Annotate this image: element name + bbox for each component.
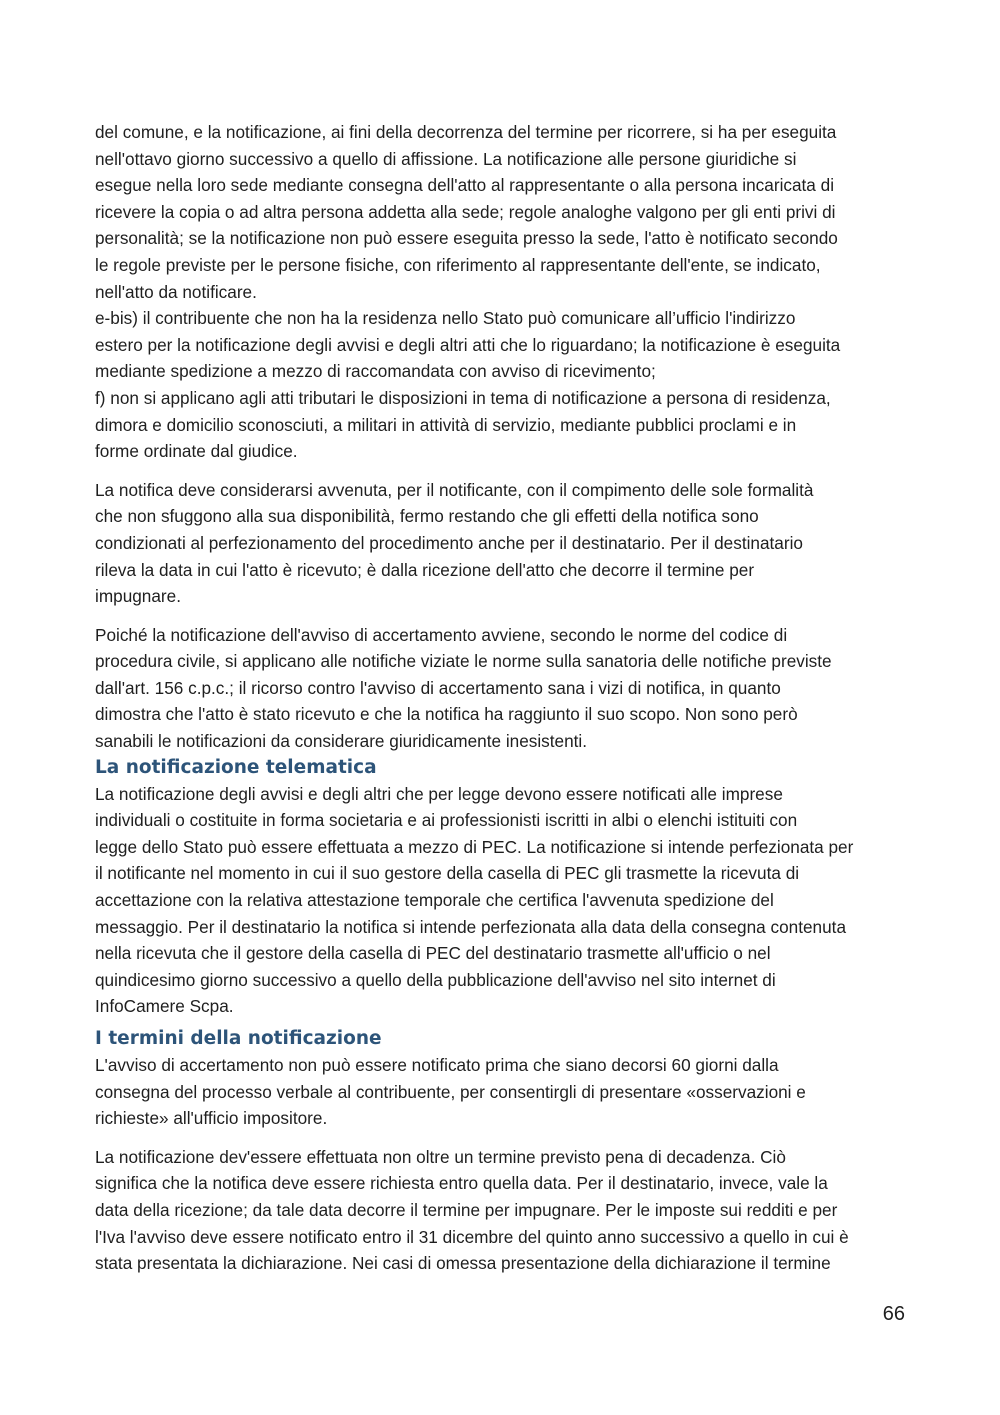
paragraph-telematic-notification bbox=[95, 781, 907, 1020]
text-line: f) non si applicano agli atti tributari le disposizioni in tema di notificazione a persona di residenza, bbox=[95, 387, 831, 408]
text-line: InfoCamere Scpa. bbox=[95, 996, 234, 1017]
text-line: nell'atto da notificare. bbox=[95, 281, 257, 302]
paragraph-terms-deadline bbox=[95, 1144, 907, 1277]
text-line: consegna del processo verbale al contribuente, per consentirgli di presentare «osservazioni e bbox=[95, 1081, 806, 1102]
text-line: nell'ottavo giorno successivo a quello di affissione. La notificazione alle persone giuridiche si bbox=[95, 148, 797, 169]
text-line: procedura civile, si applicano alle notifiche viziate le norme sulla sanatoria delle notifiche previste bbox=[95, 651, 832, 672]
text-line: stata presentata la dichiarazione. Nei casi di omessa presentazione della dichiarazione il termine bbox=[95, 1253, 831, 1274]
text-line: l'Iva l'avviso deve essere notificato entro il 31 dicembre del quinto anno successivo a quello in cui è bbox=[95, 1226, 849, 1247]
text-line: legge dello Stato può essere effettuata a mezzo di PEC. La notificazione si intende perfezionata per bbox=[95, 836, 854, 857]
text-line: e-bis) il contribuente che non ha la residenza nello Stato può comunicare all’ufficio l'indirizzo bbox=[95, 308, 796, 329]
text-line: condizionati al perfezionamento del procedimento anche per il destinatario. Per il destinatario bbox=[95, 532, 803, 553]
text-line: esegue nella loro sede mediante consegna dell'atto al rappresentante o alla persona incaricata di bbox=[95, 175, 835, 196]
text-line: Poiché la notificazione dell'avviso di accertamento avviene, secondo le norme del codice di bbox=[95, 624, 788, 645]
paragraph-notification-remedy bbox=[95, 622, 907, 755]
text-line: messaggio. Per il destinatario la notifica si intende perfezionata alla data della consegna contenuta bbox=[95, 916, 847, 937]
text-line: dall'art. 156 c.p.c.; il ricorso contro l'avviso di accertamento sana i vizi di notifica, in quanto bbox=[95, 677, 781, 698]
text-line: ricevere la copia o ad altra persona addetta alla sede; regole analoghe valgono per gli enti privi di bbox=[95, 201, 836, 222]
text-line: significa che la notifica deve essere richiesta entro quella data. Per il destinatario, invece, vale la bbox=[95, 1173, 828, 1194]
text-line: impugnare. bbox=[95, 586, 181, 607]
section-heading-terms: I termini della notificazione bbox=[95, 1028, 382, 1049]
text-line: estero per la notificazione degli avvisi e degli altri atti che lo riguardano; la notificazione è eseguita bbox=[95, 334, 841, 355]
text-line: personalità; se la notificazione non può essere eseguita presso la sede, l'atto è notificato secondo bbox=[95, 228, 838, 249]
text-line: richieste» all'ufficio impositore. bbox=[95, 1108, 328, 1129]
text-line: del comune, e la notificazione, ai fini della decorrenza del termine per ricorrere, si ha per eseguita bbox=[95, 122, 837, 142]
text-line: sanabili le notificazioni da considerare giuridicamente inesistenti. bbox=[95, 731, 588, 752]
page-number: 66 bbox=[882, 1303, 905, 1325]
text-line: dimora e domicilio sconosciuti, a militari in attività di servizio, mediante pubblici proclami e in bbox=[95, 414, 797, 435]
text-line: data della ricezione; da tale data decorre il termine per impugnare. Per le imposte sui redditi e per bbox=[95, 1199, 838, 1220]
section-heading-telematic: La notificazione telematica bbox=[95, 756, 377, 778]
text-line: che non sfuggono alla sua disponibilità, fermo restando che gli effetti della notifica sono bbox=[95, 506, 759, 527]
text-line: La notificazione degli avvisi e degli altri che per legge devono essere notificati alle imprese bbox=[95, 783, 783, 804]
text-line: quindicesimo giorno successivo a quello della pubblicazione dell'avviso nel sito internet di bbox=[95, 969, 776, 990]
text-line: L'avviso di accertamento non può essere notificato prima che siano decorsi 60 giorni dalla bbox=[95, 1055, 779, 1075]
text-line: dimostra che l'atto è stato ricevuto e che la notifica ha raggiunto il suo scopo. Non sono però bbox=[95, 704, 798, 725]
page-body bbox=[95, 119, 907, 1277]
paragraph-notification-effect bbox=[95, 477, 907, 610]
text-line: La notifica deve considerarsi avvenuta, per il notificante, con il compimento delle sole formalità bbox=[95, 479, 814, 500]
text-line: individuali o costituite in forma societaria e ai professionisti iscritti in albi o elenchi istituiti con bbox=[95, 810, 798, 831]
text-line: nella ricevuta che il gestore della casella di PEC del destinatario trasmette all'ufficio o nel bbox=[95, 943, 771, 964]
text-line: La notificazione dev'essere effettuata non oltre un termine previsto pena di decadenza. Ciò bbox=[95, 1146, 786, 1167]
text-line: accettazione con la relativa attestazione temporale che certifica l'avvenuta spedizione del bbox=[95, 890, 774, 911]
paragraph-terms-60-days bbox=[95, 1052, 907, 1132]
text-line: il notificante nel momento in cui il suo gestore della casella di PEC gli trasmette la ricevuta di bbox=[95, 863, 800, 884]
text-line: mediante spedizione a mezzo di raccomandata con avviso di ricevimento; bbox=[95, 361, 656, 382]
paragraph-notification-rules bbox=[95, 119, 907, 465]
text-line: le regole previste per le persone fisiche, con riferimento al rappresentante dell'ente, se indicato, bbox=[95, 254, 821, 275]
text-line: rileva la data in cui l'atto è ricevuto; è dalla ricezione dell'atto che decorre il termine per bbox=[95, 559, 755, 580]
text-line: forme ordinate dal giudice. bbox=[95, 441, 298, 462]
